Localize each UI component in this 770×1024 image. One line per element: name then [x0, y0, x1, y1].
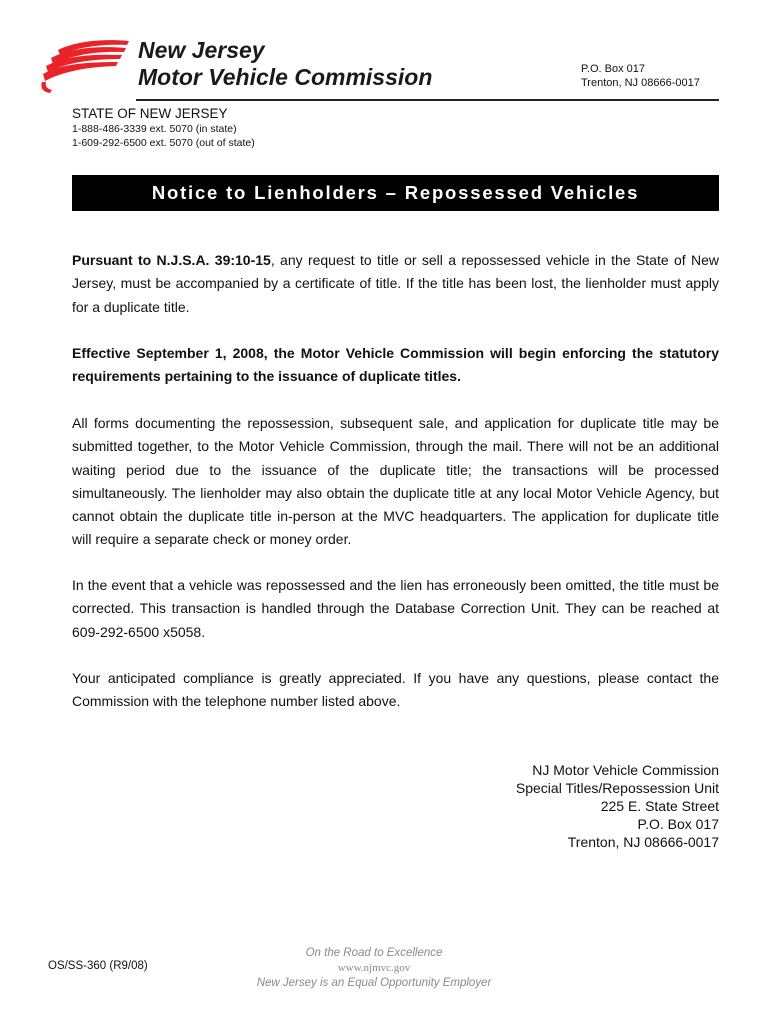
- phone-in-state: 1-888-486-3339 ext. 5070 (in state): [72, 123, 237, 135]
- paragraph-statute: [72, 249, 719, 319]
- signature-street: 225 E. State Street: [600, 798, 719, 814]
- state-label: STATE OF NEW JERSEY: [72, 106, 228, 121]
- signature-org: NJ Motor Vehicle Commission: [532, 762, 719, 778]
- statute-reference: Pursuant to N.J.S.A. 39:10-15: [72, 252, 271, 268]
- page-title: Notice to Lienholders – Repossessed Vehicles: [151, 182, 640, 203]
- form-code: OS/SS-360 (R9/08): [48, 960, 148, 972]
- paragraph-closing: Your anticipated compliance is greatly appreciated. If you have any questions, please contact the Commission with the telephone number listed above.: [72, 670, 719, 710]
- footer-slogan: On the Road to Excellence: [305, 947, 443, 959]
- paragraph-correction: In the event that a vehicle was repossessed and the lien has erroneously been omitted, the title must be corrected. This transaction is handled through the Database Correction Unit. They can be reached at 609-292-6500 x5058.: [72, 577, 719, 640]
- footer-website[interactable]: www.njmvc.gov: [337, 962, 411, 974]
- header-po-box: P.O. Box 017: [581, 63, 646, 75]
- org-name: New Jersey: [138, 37, 265, 63]
- header-divider: [136, 99, 719, 101]
- footer-eoe: New Jersey is an Equal Opportunity Employer: [256, 977, 492, 989]
- signature-po-box: P.O. Box 017: [637, 816, 719, 832]
- mvc-logo: [38, 38, 130, 94]
- signature-block: [516, 761, 719, 851]
- phone-out-of-state: 1-609-292-6500 ext. 5070 (out of state): [72, 137, 255, 149]
- paragraph-forms: All forms documenting the repossession, subsequent sale, and application for duplicate title may be submitted together, to the Motor Vehicle Commission, through the mail. There will not be an additional waiting period due to the issuance of the duplicate title; the transactions will be processed simultaneously. The lienholder may also obtain the duplicate title at any local Motor Vehicle Agency, but cannot obtain the duplicate title in-person at the MVC headquarters. The application for duplicate title will require a separate check or money order.: [72, 415, 719, 548]
- header-city: Trenton, NJ 08666-0017: [581, 77, 700, 89]
- paragraph-effective-date: Effective September 1, 2008, the Motor Vehicle Commission will begin enforcing the statutory requirements pertaining to the issuance of duplicate titles.: [72, 345, 719, 385]
- org-name-line2: Motor Vehicle Commission: [138, 64, 433, 90]
- statute-text: , any request to title or sell a repossessed vehicle in the State of New Jersey, must be accompanied by a certificate of title. If the title has been lost, the lienholder must apply for a duplicate title.: [72, 252, 719, 315]
- signature-unit: Special Titles/Repossession Unit: [515, 780, 719, 796]
- signature-city: Trenton, NJ 08666-0017: [567, 834, 719, 850]
- title-banner: [72, 175, 719, 211]
